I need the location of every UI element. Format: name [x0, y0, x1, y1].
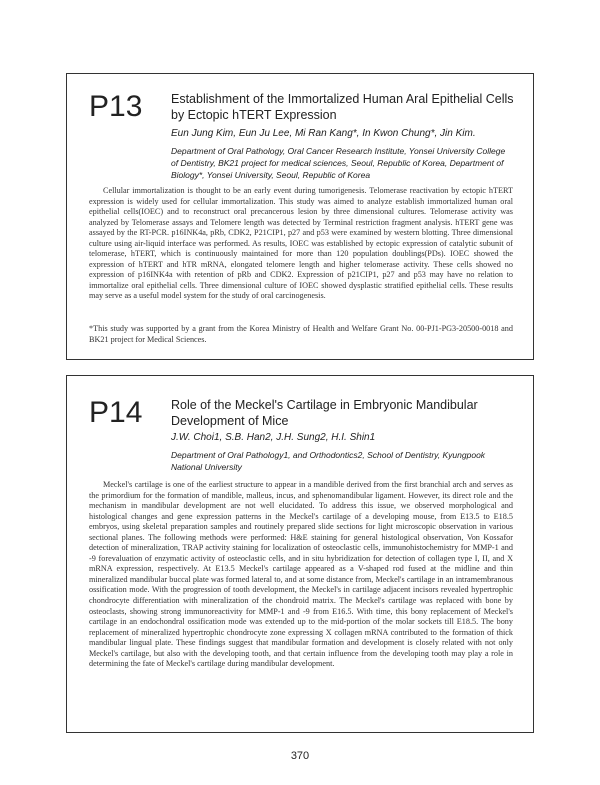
abstract-title: Establishment of the Immortalized Human Aral Epithelial Cells by Ectopic hTERT Expression: [171, 92, 514, 122]
page-number: 370: [290, 750, 310, 762]
poster-abstract-p14: [66, 375, 534, 733]
affiliation: Department of Oral Pathology1, and Orthodontics2, School of Dentistry, Kyungpook National University: [171, 450, 486, 472]
funding-footnote: *This study was supported by a grant from the Korea Ministry of Health and Welfare Grant No. 00-PJ1-PG3-20500-0018 and BK21 project for Medical Sciences.: [89, 324, 513, 344]
author-list: Eun Jung Kim, Eun Ju Lee, Mi Ran Kang*, In Kwon Chung*, Jin Kim.: [171, 128, 476, 139]
affiliation: Department of Oral Pathology, Oral Cancer Research Institute, Yonsei University College of Dentistry, BK21 project for medical sciences, Seoul, Republic of Korea, Department of Biology*, Yonsei University, Seoul, Republic of Korea: [171, 146, 506, 180]
poster-abstract-p13: [66, 73, 534, 360]
poster-number: P14: [89, 396, 143, 429]
abstract-title: Role of the Meckel's Cartilage in Embryonic Mandibular Development of Mice: [171, 398, 478, 428]
abstract-body: Cellular immortalization is thought to be an early event during tumorigenesis. Telomerase reactivation by ectopic hTERT expression is widely used for cellular immortalization. This study was aimed to analyze establish immortalized human oral epithelial cells(IOEC) and to reconstruct oral precancerous lesion by three dimensional cultures. Telomerase activity was analyzed by Telomerase assays and Telomere length was detected by Terminal restriction fragment analysis. hTERT gene was assayed by the RT-PCR. p16INK4a, pRb, CDK2, P21CIP1, p27 and p53 were examined by western blotting. Three dimensional culture using air-liquid interface was performed. As results, IOEC was established by ectopic expression of catalytic subunit of telomerase, hTERT, which is continuously maintained for more than 120 population doublings(PDs). IOEC showed the expression of hTERT and hTR mRNA, elongated telomere length and higher telomerase activity. These cells showed no expression of p16INK4a with retention of pRb and CDK2. Expression of p21CIP1, p27 and p53 may have no relation to immortalize oral epithelial cells. Three dimensional culture of IOEC showed dysplastic stratified epithelial cells. These results may serve as a useful model system for the study of oral carcinogenesis.: [89, 186, 513, 301]
author-list: J.W. Choi1, S.B. Han2, J.H. Sung2, H.I. Shin1: [171, 432, 376, 443]
poster-number: P13: [89, 90, 143, 123]
abstract-body: Meckel's cartilage is one of the earliest structure to appear in a mandible derived from the first branchial arch and serves as the primordium for the formation of mandible, malleus, incus, and sphenomandibular ligament. However, its direct role and the mechanism in mandibular development are not well elucidated. To address this issue, we observed morphological and histological changes and gene expression patterns in the Meckel's cartilage of a developing mouse, from E13.5 to E18.5 embryos, using skeletal preparation samples and routinely prepared slide sections for light microscopic observation in various sectional planes. The following methods were performed: H&E staining for general histological observation, Von Kossafor detection of mineralization, TRAP activity staining for localization of osteoclastic cells, immunohistochemistry for MMP-1 and -9 forevaluation of enzymatic activity of osteoclastic cells, and in situ hybridization for detection of collagen type I, II, and X mRNA expression, respectively. At E13.5 Meckel's cartilage appeared as a V-shaped rod fused at the midline and thin mineralized mandibular buccal plate was formed lateral to, and at some distance from, Meckel's cartilage in an intramembranous ossification mode. With the progression of tooth development, the Meckel's in cartilage adjacent incisors revealed hypertrophic chondrocyte differentiation with mineralization of the chondroid matrix. The Meckel's cartilage was replaced with bone by osteoclasts, showing strong immunoreactivity for MMP-1 and -9 from E16.5. With time, this bony replacement of Meckel's cartilage in an endochondral ossification mode was extended up to the mid-portion of the molar sockets till E18.5. The bony replacement of mineralized hypertrophic chondrocyte zone expressing X collagen mRNA contributed to the formation of thick mandibular lingual plate. These findings suggest that mandibular formation and development is closely related with not only Meckel's cartilage, but also with the developing tooth, and that certain influence from the developing tooth may play a role in determining the fate of Meckel's cartilage during mandibular development.: [89, 480, 513, 669]
